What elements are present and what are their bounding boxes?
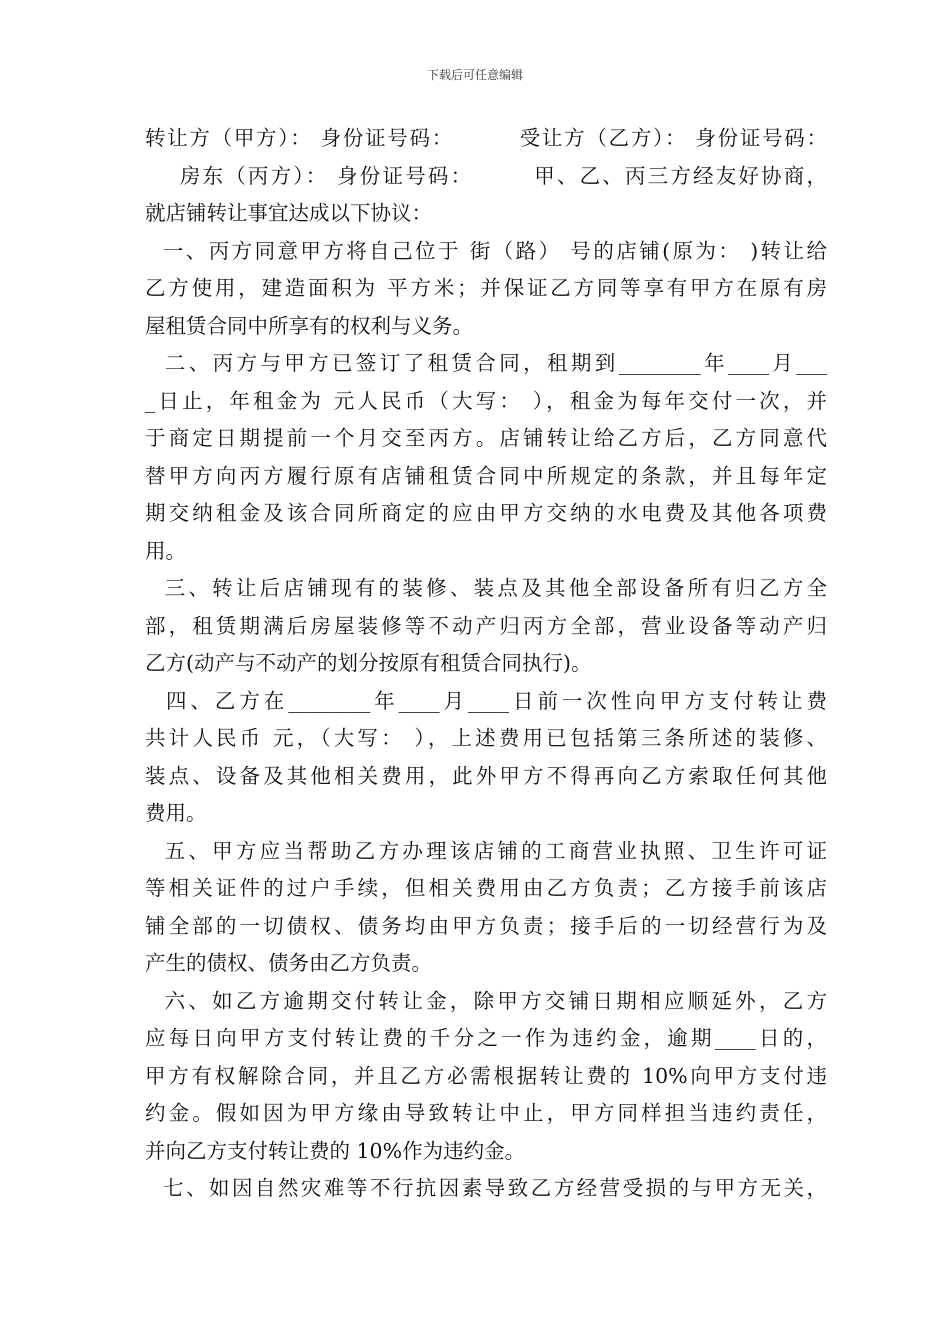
text-line: 替甲方向丙方履行原有店铺租赁合同中所规定的条款，并且每年定 <box>145 463 827 488</box>
text-line: 铺全部的一切债权、债务均由甲方负责；接手后的一切经营行为及 <box>145 913 827 938</box>
text-line: 乙方(动产与不动产的划分按原有租赁合同执行)。 <box>145 651 592 675</box>
text-line: 等相关证件的过户手续，但相关费用由乙方负责；乙方接手前该店 <box>145 876 827 900</box>
text-line: 六、如乙方逾期交付转让金，除甲方交铺日期相应顺延外，乙方 <box>145 988 827 1013</box>
text-line: 于商定日期提前一个月交至丙方。店铺转让给乙方后，乙方同意代 <box>145 426 827 450</box>
text-line: 一、丙方同意甲方将自己位于 街（路） 号的店铺(原为： )转让给 <box>145 238 827 263</box>
text-line: 屋租赁合同中所享有的权利与义务。 <box>145 313 473 338</box>
text-line: 约金。假如因为甲方缘由导致转让中止，甲方同样担当违约责任， <box>145 1101 827 1125</box>
text-line: 用。 <box>145 538 186 563</box>
text-line: 应每日向甲方支付转让费的千分之一作为违约金，逾期____日的， <box>145 1026 827 1050</box>
text-line: 装点、设备及其他相关费用，此外甲方不得再向乙方索取任何其他 <box>145 763 827 788</box>
text-line: 期交纳租金及该合同所商定的应由甲方交纳的水电费及其他各项费 <box>145 501 827 525</box>
text-line: 三、转让后店铺现有的装修、装点及其他全部设备所有归乙方全 <box>145 576 827 600</box>
page-header: 下载后可任意编辑 <box>426 68 523 82</box>
text-line: 甲方有权解除合同，并且乙方必需根据转让费的 10%向甲方支付违 <box>145 1063 827 1088</box>
text-line: 乙方使用，建造面积为 平方米；并保证乙方同等享有甲方在原有房 <box>145 276 827 300</box>
text-line: 产生的债权、债务由乙方负责。 <box>145 951 432 975</box>
text-line: 费用。 <box>145 801 207 825</box>
text-line: 七、如因自然灾难等不行抗因素导致乙方经营受损的与甲方无关， <box>145 1176 827 1200</box>
text-line: 四、乙方在________年____月____日前一次性向甲方支付转让费 <box>145 688 827 713</box>
text-line: 转让方（甲方）： 身份证号码： 受让方（乙方）： 身份证号码： <box>145 126 827 150</box>
text-line: 二、丙方与甲方已签订了租赁合同，租期到________年____月___ <box>145 351 827 375</box>
text-line: 共计人民币 元，（大写： ），上述费用已包括第三条所述的装修、 <box>145 726 827 750</box>
document-body <box>145 120 827 1208</box>
text-line: 并向乙方支付转让费的 10%作为违约金。 <box>145 1138 526 1163</box>
text-line: 五、甲方应当帮助乙方办理该店铺的工商营业执照、卫生许可证 <box>145 838 827 863</box>
text-line: _日止，年租金为 元人民币（大写： ），租金为每年交付一次，并 <box>145 388 827 413</box>
text-line: 就店铺转让事宜达成以下协议： <box>145 201 432 225</box>
text-line: 部，租赁期满后房屋装修等不动产归丙方全部，营业设备等动产归 <box>145 613 827 638</box>
text-line: 房东（丙方）： 身份证号码： 甲、乙、丙三方经友好协商， <box>145 163 827 188</box>
